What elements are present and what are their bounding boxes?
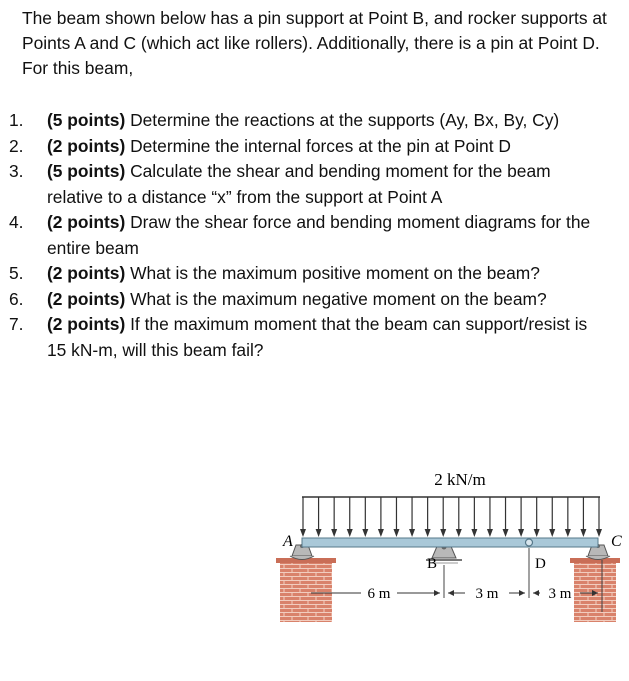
load-arrow-head — [487, 529, 493, 537]
load-arrow-head — [440, 529, 446, 537]
load-arrow-head — [331, 529, 337, 537]
question-number: 6. — [9, 288, 24, 309]
load-arrow-head — [425, 529, 431, 537]
distributed-load — [300, 497, 602, 537]
wall-c — [570, 558, 620, 622]
label-b: B — [427, 556, 438, 572]
question-points: (2 points) — [47, 212, 126, 232]
dim-3-label: 3 m — [548, 586, 572, 602]
load-arrow-head — [518, 529, 524, 537]
arrowhead — [519, 590, 525, 596]
wall-a — [276, 558, 336, 622]
question-text: Calculate the shear and bending moment for the beam relative to a distance “x” from the support at Point A — [47, 161, 551, 207]
label-c: C — [611, 533, 622, 550]
question-number: 3. — [9, 161, 24, 181]
question-points: (2 points) — [47, 135, 126, 156]
load-arrow-head — [300, 529, 306, 537]
arrowhead — [434, 590, 440, 596]
question-points: (2 points) — [47, 314, 126, 334]
load-arrow-head — [596, 529, 602, 537]
load-label: 2 kN/m — [434, 470, 486, 489]
beam — [302, 538, 598, 547]
dim-2-label: 3 m — [475, 586, 499, 602]
load-arrow-head — [316, 529, 322, 537]
question-number: 7. — [9, 314, 24, 334]
load-arrow-head — [503, 529, 509, 537]
question-text: Draw the shear force and bending moment diagrams for the entire beam — [47, 212, 591, 258]
question-number: 4. — [9, 212, 24, 232]
question-text: What is the maximum positive moment on the beam? — [125, 263, 540, 283]
load-arrow-head — [549, 529, 555, 537]
load-arrow-head — [347, 529, 353, 537]
wall-a-bricks — [280, 558, 332, 622]
problem-intro: The beam shown below has a pin support at Point B, and rocker supports at Points A and C (which act like rollers). Additionally, there is a pin at Point D. For this beam, — [22, 8, 607, 78]
load-arrow-head — [580, 529, 586, 537]
question-number: 1. — [9, 110, 24, 130]
question-points: (2 points) — [47, 288, 126, 309]
hinge-d-pin — [526, 539, 533, 546]
wall-c-bricks — [574, 558, 616, 622]
load-arrow-head — [362, 529, 368, 537]
question-text: What is the maximum negative moment on the beam? — [125, 288, 547, 309]
load-arrow-head — [534, 529, 540, 537]
question-points: (5 points) — [47, 161, 126, 181]
load-arrow-head — [378, 529, 384, 537]
dim-1-label: 6 m — [367, 586, 391, 602]
label-a: A — [283, 533, 293, 550]
load-arrow-head — [565, 529, 571, 537]
arrowhead — [533, 590, 539, 596]
load-arrow-head — [456, 529, 462, 537]
question-text: Determine the internal forces at the pin at Point D — [125, 135, 511, 156]
question-text: If the maximum moment that the beam can support/resist is 15 kN-m, will this beam fail? — [47, 314, 588, 360]
question-points: (5 points) — [47, 110, 126, 130]
question-points: (2 points) — [47, 263, 126, 283]
load-arrows — [300, 497, 602, 537]
question-number: 2. — [9, 135, 24, 156]
load-arrow-head — [409, 529, 415, 537]
question-number: 5. — [9, 263, 24, 283]
load-arrow-head — [471, 529, 477, 537]
load-arrow-head — [393, 529, 399, 537]
label-d: D — [535, 556, 546, 572]
arrowhead — [448, 590, 454, 596]
question-text: Determine the reactions at the supports (Ay, Bx, By, Cy) — [125, 110, 560, 130]
